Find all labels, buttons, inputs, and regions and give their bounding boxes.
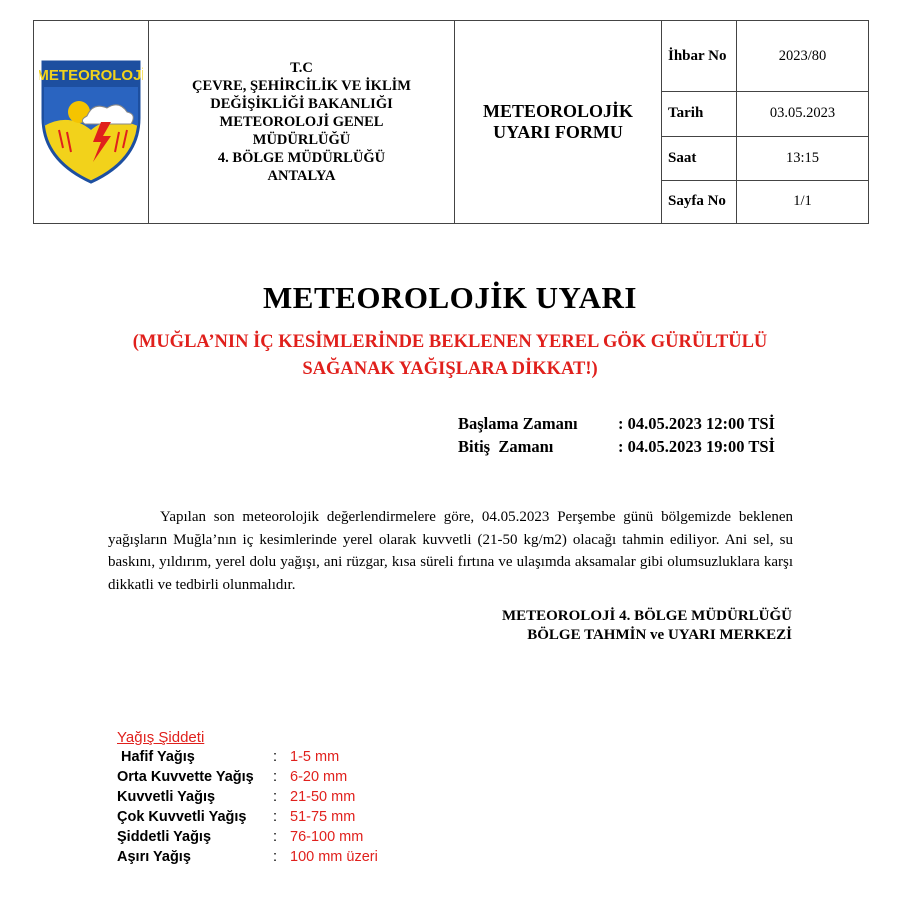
start-time-label: Başlama Zamanı <box>458 414 578 433</box>
field-value-sayfa-no: 1/1 <box>737 180 869 223</box>
subtitle-line: SAĞANAK YAĞIŞLARA DİKKAT!) <box>302 359 598 379</box>
severity-row <box>117 809 517 829</box>
severity-value: 76-100 mm <box>290 829 364 845</box>
field-value-tarih: 03.05.2023 <box>737 92 869 136</box>
org-line: MÜDÜRLÜĞÜ <box>252 132 351 148</box>
severity-title: Yağış Şiddeti <box>117 729 205 746</box>
field-label-sayfa-no: Sayfa No <box>662 180 737 223</box>
field-value-saat: 13:15 <box>737 136 869 180</box>
severity-name: Orta Kuvvette Yağış <box>117 769 254 785</box>
severity-value: 1-5 mm <box>290 749 340 765</box>
severity-value: 51-75 mm <box>290 809 356 825</box>
severity-colon: : <box>273 849 278 865</box>
start-time-row <box>458 414 775 434</box>
severity-value: 21-50 mm <box>290 789 356 805</box>
org-line: ÇEVRE, ŞEHİRCİLİK VE İKLİM <box>192 78 411 94</box>
org-line: T.C <box>290 60 313 76</box>
start-time-value: : 04.05.2023 12:00 TSİ <box>618 414 775 433</box>
subtitle-line: (MUĞLA’NIN İÇ KESİMLERİNDE BEKLENEN YEREL GÖK GÜRÜLTÜLÜ <box>132 332 768 352</box>
severity-colon: : <box>273 809 278 825</box>
header-table <box>33 20 869 224</box>
org-line: ANTALYA <box>267 168 336 184</box>
meteoroloji-logo <box>39 56 143 184</box>
document-subtitle <box>80 329 820 383</box>
severity-row <box>117 829 517 849</box>
severity-row <box>117 749 517 769</box>
severity-colon: : <box>273 789 278 805</box>
severity-name: Kuvvetli Yağış <box>117 789 216 805</box>
severity-row <box>117 849 517 869</box>
form-title-line: UYARI FORMU <box>493 122 623 142</box>
severity-name: Aşırı Yağış <box>117 849 191 865</box>
severity-value: 100 mm üzeri <box>290 849 378 865</box>
logo-cell <box>34 21 149 224</box>
field-value-ihbar-no: 2023/80 <box>737 21 869 92</box>
field-label-ihbar-no: İhbar No <box>662 21 737 92</box>
severity-colon: : <box>273 769 278 785</box>
form-title-line: METEOROLOJİK <box>482 101 634 121</box>
severity-colon: : <box>273 829 278 845</box>
signature-line-2: BÖLGE TAHMİN ve UYARI MERKEZİ <box>527 627 792 643</box>
severity-value: 6-20 mm <box>290 769 348 785</box>
organization-name <box>149 21 455 224</box>
field-label-saat: Saat <box>662 136 737 180</box>
signature-line-1: METEOROLOJİ 4. BÖLGE MÜDÜRLÜĞÜ <box>501 608 792 624</box>
org-line: METEOROLOJİ GENEL <box>219 114 384 130</box>
warning-body-text: Yapılan son meteorolojik değerlendirmelere göre, 04.05.2023 Perşembe günü bölgemizde beklenen yağışların Muğla’nın iç kesimlerinde yerel olarak kuvvetli (21-50 kg/m2) olacağı tahmin ediliyor. Ani sel, su baskını, yıldırım, yerel dolu yağışı, ani rüzgar, kısa süreli fırtına ve ulaşımda aksamalar gibi olumsuzluklara karşı dikkatli ve tedbirli olunmalıdır. <box>108 509 793 593</box>
severity-name: Hafif Yağış <box>121 749 195 765</box>
severity-row <box>117 769 517 789</box>
org-line: 4. BÖLGE MÜDÜRLÜĞÜ <box>217 150 386 166</box>
severity-name: Şiddetli Yağış <box>117 829 212 845</box>
end-time-row <box>458 437 775 457</box>
logo-text: METEOROLOJİ <box>39 66 143 84</box>
form-title <box>455 21 662 224</box>
end-time-value: : 04.05.2023 19:00 TSİ <box>618 437 775 456</box>
org-line: DEĞİŞİKLİĞİ BAKANLIĞI <box>210 96 393 112</box>
severity-row <box>117 789 517 809</box>
severity-name: Çok Kuvvetli Yağış <box>117 809 247 825</box>
field-label-tarih: Tarih <box>662 92 737 136</box>
end-time-label: Bitiş Zamanı <box>458 437 554 456</box>
severity-colon: : <box>273 749 278 765</box>
document-title: METEOROLOJİK UYARI <box>263 280 637 315</box>
